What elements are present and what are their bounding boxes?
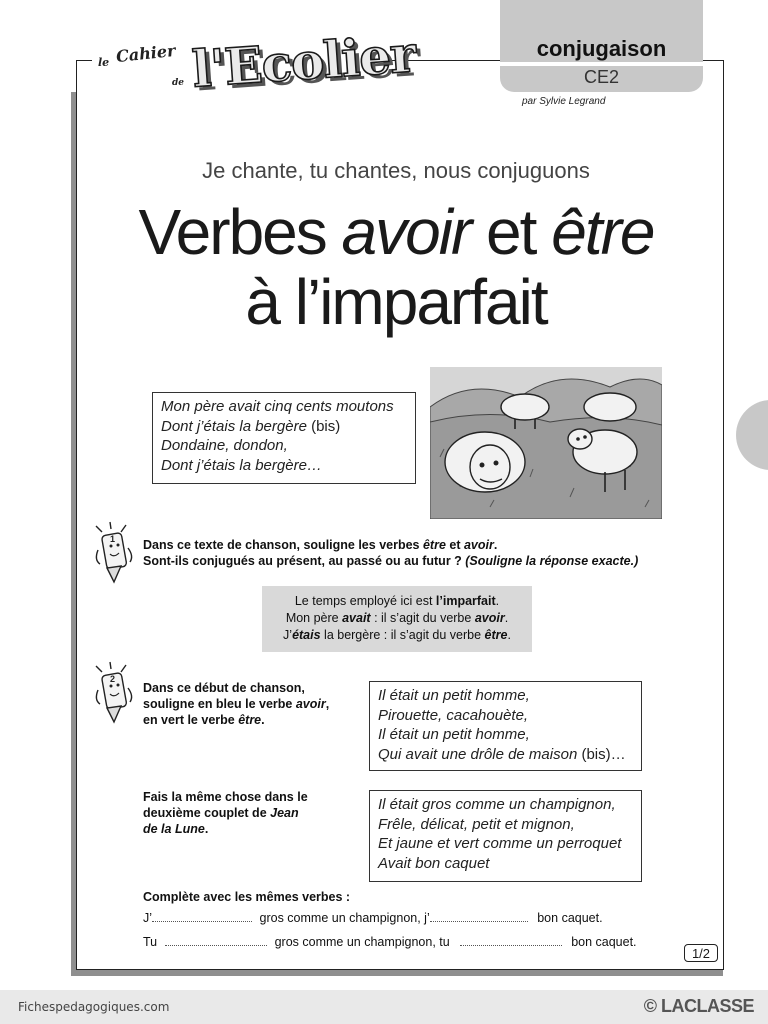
song-line: Il était un petit homme, <box>378 726 530 743</box>
level-label: CE2 <box>583 67 619 87</box>
fill-row-1: J’ gros comme un champignon, j’ bon caquet. <box>143 911 603 925</box>
logo-word-de: de <box>172 78 185 88</box>
song-line: Dondaine, dondon, <box>161 437 288 454</box>
blank-field[interactable] <box>165 933 267 946</box>
blank-field[interactable] <box>460 933 562 946</box>
subject-label: conjugaison <box>536 36 667 61</box>
song-line: Dont j’étais la bergère… <box>161 456 322 474</box>
svg-text:2: 2 <box>110 674 116 684</box>
song-line: Frêle, délicat, petit et mignon, <box>378 815 575 833</box>
exercise-1-instructions: Dans ce texte de chanson, souligne les verbes être et avoir. Sont-ils conjugués au présent, au passé ou au futur ? (Souligne la réponse exacte.) <box>143 538 639 568</box>
fill-row-2: Tu gros comme un champignon, tu bon caquet. <box>143 935 637 949</box>
subtitle: Je chante, tu chantes, nous conjuguons <box>202 158 590 183</box>
song-line: Qui avait une drôle de maison <box>378 745 578 763</box>
song-box-2 <box>369 681 642 771</box>
exercise-2-instructions: Dans ce début de chanson, souligne en bleu le verbe avoir, en vert le verbe être. <box>143 681 330 727</box>
song-line: Il était un petit homme, <box>378 687 530 704</box>
side-tab <box>736 400 768 470</box>
song-note: (bis) <box>311 417 341 435</box>
pencil-2-icon <box>90 660 138 726</box>
blank-field[interactable] <box>152 909 252 922</box>
song-line: Et jaune et vert comme un perroquet <box>378 835 622 852</box>
answer-box: Le temps employé ici est l’imparfait. Mon père avait : il s’agit du verbe avoir. J’étais la bergère : il s’agit du verbe être. <box>262 586 532 652</box>
logo-word-ecolier: l'Ecolier <box>190 24 418 99</box>
song-line: Mon père avait cinq cents moutons <box>161 398 394 415</box>
logo-word-le: le <box>98 56 110 69</box>
sheep-illustration <box>430 367 662 519</box>
footer-site: Fichespedagogiques.com <box>18 1000 170 1014</box>
page-title: Verbes avoir et être à l’imparfait <box>138 196 654 338</box>
song-box-1 <box>152 392 416 484</box>
logo-word-cahier: Cahier <box>115 40 177 67</box>
footer-brand: © LACLASSE <box>643 996 754 1016</box>
complete-heading: Complète avec les mêmes verbes : <box>143 890 351 904</box>
logo <box>92 24 418 100</box>
song-line: Il était gros comme un champignon, <box>378 796 616 813</box>
subject-tab <box>500 0 703 92</box>
exercise-3-instructions: Fais la même chose dans le deuxième couplet de Jean de la Lune. <box>143 790 308 836</box>
footer <box>0 990 768 1024</box>
song-note: (bis)… <box>581 745 626 763</box>
pencil-1-icon <box>90 520 138 586</box>
author: par Sylvie Legrand <box>522 96 606 107</box>
svg-text:1: 1 <box>110 534 116 544</box>
song-line: Pirouette, cacahouète, <box>378 706 529 724</box>
song-line: Dont j’étais la bergère <box>161 417 307 435</box>
blank-field[interactable] <box>430 909 528 922</box>
song-line: Avait bon caquet <box>378 854 490 872</box>
page-number: 1/2 <box>684 944 718 962</box>
song-box-3 <box>369 790 642 882</box>
